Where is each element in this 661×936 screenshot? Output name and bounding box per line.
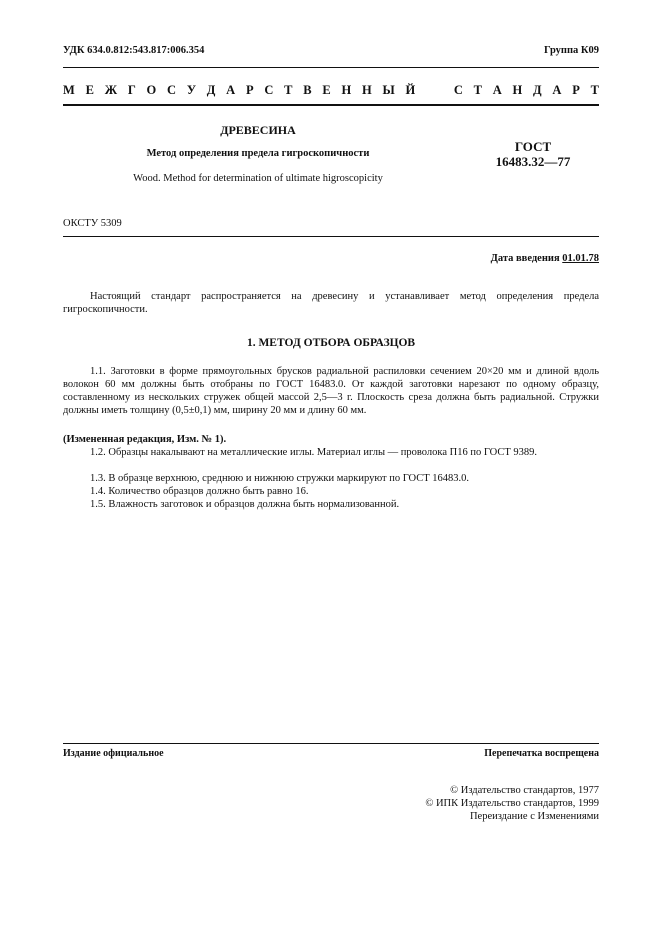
top-divider — [63, 67, 599, 68]
udk-code: УДК 634.0.812:543.817:006.354 — [63, 45, 205, 56]
banner-letter: Д — [206, 83, 216, 97]
intro-paragraph: Настоящий стандарт распространяется на древесину и устанавливает метод определения предела гигроскопичности. — [63, 291, 599, 315]
banner-letter — [426, 83, 429, 98]
clause-1-2: 1.2. Образцы накалывают на металлические иглы. Материал иглы — проволока П16 по ГОСТ 9389. — [90, 447, 538, 458]
banner-divider — [63, 104, 599, 106]
english-title: Wood. Method for determination of ultimate higroscopicity — [133, 173, 383, 184]
banner-letter: Е — [85, 83, 94, 97]
copyright-1977: © Издательство стандартов, 1977 — [450, 785, 599, 796]
official-edition: Издание официальное — [63, 748, 164, 759]
section-1-heading: 1. МЕТОД ОТБОРА ОБРАЗЦОВ — [246, 337, 416, 349]
banner-letter: Р — [245, 83, 254, 97]
gost-label: ГОСТ — [514, 139, 552, 154]
footer-divider — [63, 743, 599, 744]
banner-letter — [440, 83, 443, 98]
banner-letter: С — [167, 83, 177, 97]
gost-designation — [478, 139, 588, 169]
copyright-1999: © ИПК Издательство стандартов, 1999 — [425, 798, 599, 809]
banner-letter: У — [186, 83, 197, 97]
interstate-standard-banner — [63, 83, 599, 98]
reissue-note: Переиздание с Изменениями — [469, 811, 599, 822]
reprint-prohibited: Перепечатка воспрещена — [484, 748, 599, 759]
clause-1-3: 1.3. В образце верхнюю, среднюю и нижнюю стружки маркируют по ГОСТ 16483.0. — [90, 473, 470, 484]
banner-letter: В — [303, 83, 312, 97]
okstu-divider — [63, 236, 599, 237]
introduction-date — [491, 253, 599, 264]
banner-letter: Д — [533, 83, 542, 97]
banner-letter: Н — [512, 83, 523, 97]
banner-letter: Н — [362, 83, 372, 97]
clause-1-5: 1.5. Влажность заготовок и образцов должна быть нормализованной. — [90, 499, 400, 510]
clause-1-1: 1.1. Заготовки в форме прямоугольных брусков радиальной распиловки сечением 20×20 мм и длиной вдоль волокон 60 мм должны быть отобраны по ГОСТ 16483.0. От каждой заготовки нарезают по одному образцу, составленному из нескольких стружек общей массой 2,5—3 г. Плоскость среза должна быть радиальной. Стружки должны иметь толщину (0,5±0,1) мм, ширину 20 мм и длину 60 мм. — [63, 366, 599, 416]
banner-letter: С — [264, 83, 274, 97]
gost-number: 16483.32—77 — [495, 154, 571, 169]
banner-letter: М — [63, 83, 75, 97]
clause-1-4: 1.4. Количество образцов должно быть равно 16. — [90, 486, 309, 497]
banner-letter: Н — [341, 83, 352, 97]
revision-note: (Измененная редакция, Изм. № 1). — [63, 434, 227, 445]
banner-letter: А — [552, 83, 562, 97]
banner-letter: Р — [572, 83, 580, 97]
banner-letter: С — [453, 83, 463, 97]
banner-letter: О — [146, 83, 157, 97]
banner-letter: Т — [590, 83, 599, 97]
banner-letter: Е — [322, 83, 331, 97]
document-subtitle: Метод определения предела гигроскопичности — [146, 148, 370, 159]
banner-letter: А — [226, 83, 236, 97]
banner-letter: Т — [473, 83, 482, 97]
banner-letter: Й — [405, 83, 416, 97]
banner-letter: Ж — [104, 83, 118, 97]
banner-letter: Ы — [382, 83, 395, 97]
intro-date-value: 01.01.78 — [562, 253, 599, 264]
intro-date-label: Дата введения — [490, 253, 560, 264]
banner-letter: А — [492, 83, 502, 97]
okstu-code: ОКСТУ 5309 — [63, 218, 122, 229]
group-code: Группа К09 — [543, 45, 599, 56]
banner-letter: Г — [127, 83, 136, 97]
banner-letter: Т — [284, 83, 293, 97]
document-title: ДРЕВЕСИНА — [220, 123, 296, 137]
